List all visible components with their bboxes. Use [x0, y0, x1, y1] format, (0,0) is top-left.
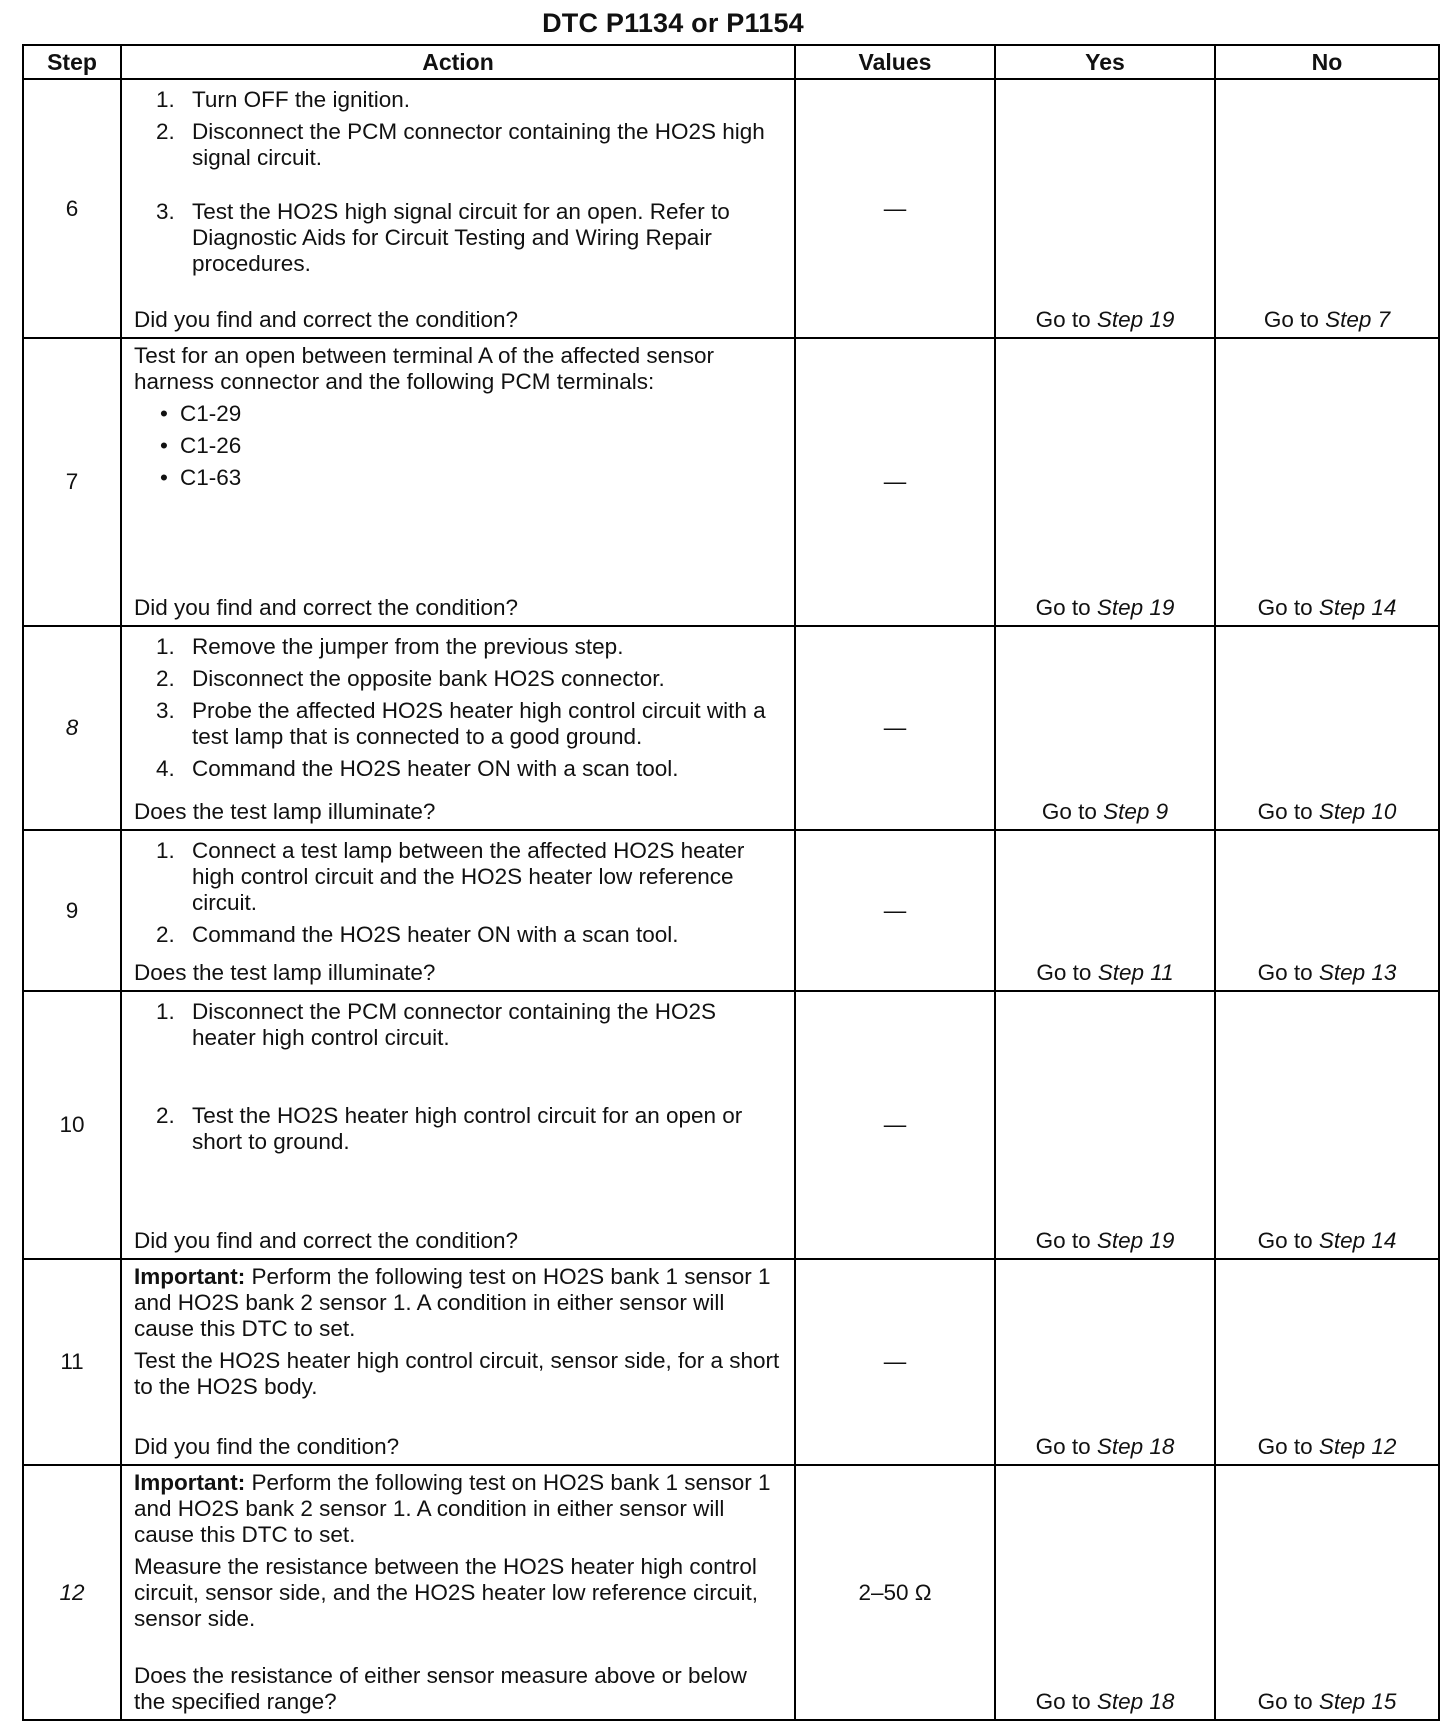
- action-cell: [121, 79, 795, 338]
- action-body: Measure the resistance between the HO2S heater high control circuit, sensor side, and the HO2S heater low reference circuit, sensor side.: [134, 1554, 759, 1631]
- value-cell: —: [795, 338, 995, 626]
- yes-cell: Go to Step 18: [995, 1465, 1215, 1720]
- action-question: Does the test lamp illuminate?: [134, 799, 436, 824]
- table-row: [23, 830, 1439, 991]
- action-question: Did you find and correct the condition?: [134, 1228, 518, 1253]
- yes-cell: Go to Step 19: [995, 79, 1215, 338]
- yes-cell: Go to Step 19: [995, 991, 1215, 1259]
- no-cell: Go to Step 14: [1215, 338, 1439, 626]
- action-cell: [121, 338, 795, 626]
- page-title: DTC P1134 or P1154: [542, 8, 804, 38]
- terminal-item: • C1-63: [160, 465, 242, 490]
- action-item: 1. Turn OFF the ignition.: [156, 87, 411, 112]
- table-row: [23, 991, 1439, 1259]
- terminal-item: • C1-26: [160, 433, 242, 458]
- value-cell: —: [795, 830, 995, 991]
- yes-cell: Go to Step 9: [995, 626, 1215, 830]
- action-item: 2. Test the HO2S heater high control circuit for an open or short to ground.: [156, 1103, 743, 1154]
- action-question: Did you find the condition?: [134, 1434, 400, 1459]
- yes-cell: Go to Step 18: [995, 1259, 1215, 1465]
- step-number: 7: [23, 338, 121, 626]
- no-cell: Go to Step 7: [1215, 79, 1439, 338]
- action-cell: [121, 991, 795, 1259]
- action-question: Did you find and correct the condition?: [134, 307, 518, 332]
- action-item: 4. Command the HO2S heater ON with a scan tool.: [156, 756, 679, 781]
- action-question: Does the resistance of either sensor measure above or below the specified range?: [134, 1663, 747, 1714]
- table-row: [23, 338, 1439, 626]
- action-body: Test the HO2S heater high control circuit, sensor side, for a short to the HO2S body.: [134, 1348, 780, 1399]
- table-row: [23, 626, 1439, 830]
- header-step: Step: [23, 45, 121, 79]
- value-cell: —: [795, 1259, 995, 1465]
- important-note: Important: Perform the following test on HO2S bank 1 sensor 1 and HO2S bank 2 sensor 1. A condition in either sensor will cause this DTC to set.: [134, 1470, 771, 1547]
- step-number: 11: [23, 1259, 121, 1465]
- action-item: 2. Command the HO2S heater ON with a scan tool.: [156, 922, 679, 947]
- step-number: 12: [23, 1465, 121, 1720]
- action-item: 1. Connect a test lamp between the affected HO2S heater high control circuit and the HO2S heater low reference circuit.: [156, 838, 745, 915]
- action-cell: [121, 830, 795, 991]
- step-number: 10: [23, 991, 121, 1259]
- table-row: [23, 1259, 1439, 1465]
- step-number: 6: [23, 79, 121, 338]
- action-item: 3. Probe the affected HO2S heater high control circuit with a test lamp that is connected to a good ground.: [156, 698, 766, 749]
- table-row: [23, 79, 1439, 338]
- action-cell: [121, 1259, 795, 1465]
- value-cell: 2–50 Ω: [795, 1465, 995, 1720]
- no-cell: Go to Step 15: [1215, 1465, 1439, 1720]
- no-cell: Go to Step 13: [1215, 830, 1439, 991]
- header-action: Action: [121, 45, 795, 79]
- action-item: 1. Remove the jumper from the previous step.: [156, 634, 624, 659]
- action-item: 3. Test the HO2S high signal circuit for an open. Refer to Diagnostic Aids for Circuit Testing and Wiring Repair procedures.: [156, 199, 730, 276]
- table-row: [23, 1465, 1439, 1720]
- header-values: Values: [795, 45, 995, 79]
- terminal-item: • C1-29: [160, 401, 242, 426]
- diagnostic-table: [22, 44, 1440, 1721]
- action-question: Does the test lamp illuminate?: [134, 960, 436, 985]
- step-number: 9: [23, 830, 121, 991]
- action-cell: [121, 1465, 795, 1720]
- value-cell: —: [795, 79, 995, 338]
- no-cell: Go to Step 14: [1215, 991, 1439, 1259]
- value-cell: —: [795, 626, 995, 830]
- yes-cell: Go to Step 19: [995, 338, 1215, 626]
- no-cell: Go to Step 12: [1215, 1259, 1439, 1465]
- action-intro: Test for an open between terminal A of the affected sensor harness connector and the following PCM terminals:: [134, 343, 714, 394]
- no-cell: Go to Step 10: [1215, 626, 1439, 830]
- action-item: 2. Disconnect the PCM connector containing the HO2S high signal circuit.: [156, 119, 765, 170]
- header-no: No: [1215, 45, 1439, 79]
- value-cell: —: [795, 991, 995, 1259]
- action-question: Did you find and correct the condition?: [134, 595, 518, 620]
- action-item: 1. Disconnect the PCM connector containing the HO2S heater high control circuit.: [156, 999, 717, 1050]
- action-cell: [121, 626, 795, 830]
- step-number: 8: [23, 626, 121, 830]
- action-item: 2. Disconnect the opposite bank HO2S connector.: [156, 666, 665, 691]
- header-row: [23, 45, 1439, 79]
- important-note: Important: Perform the following test on HO2S bank 1 sensor 1 and HO2S bank 2 sensor 1. A condition in either sensor will cause this DTC to set.: [134, 1264, 771, 1341]
- header-yes: Yes: [995, 45, 1215, 79]
- yes-cell: Go to Step 11: [995, 830, 1215, 991]
